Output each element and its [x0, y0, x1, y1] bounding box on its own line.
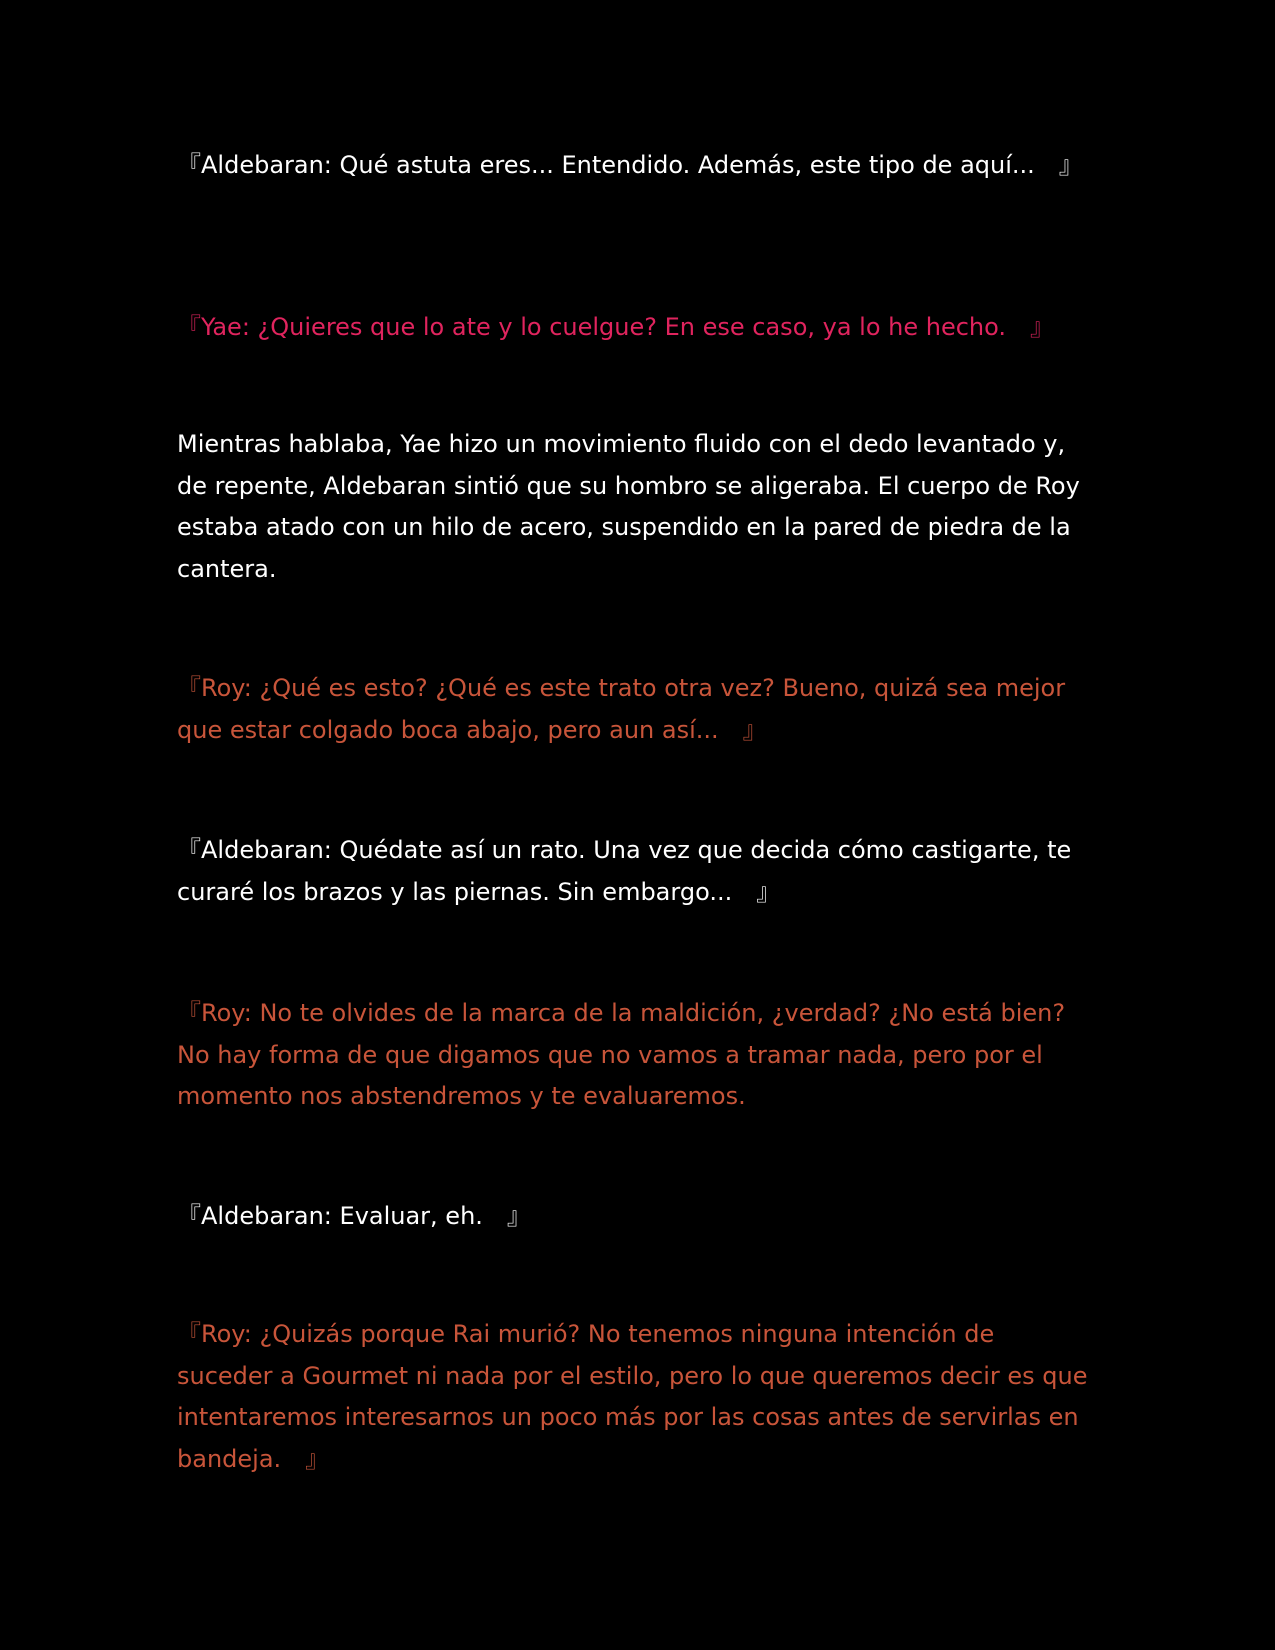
dialogue-roy-1: 『Roy: ¿Qué es esto? ¿Qué es este trato otra vez? Bueno, quizá sea mejor que estar colgado boca abajo, pero aun así... 』: [177, 674, 1066, 744]
dialogue-aldebaran-2: 『Aldebaran: Quédate así un rato. Una vez que decida cómo castigarte, te curaré los brazos y las piernas. Sin embargo... 』: [177, 836, 1072, 906]
dialogue-roy-3: 『Roy: ¿Quizás porque Rai murió? No tenemos ninguna intención de suceder a Gourmet ni nada por el estilo, pero lo que queremos decir es que intentaremos interesarnos un poco más por las cosas antes de servirlas en bandeja. 』: [177, 1320, 1088, 1473]
dialogue-roy-2: 『Roy: No te olvides de la marca de la maldición, ¿verdad? ¿No está bien? No hay forma de que digamos que no vamos a tramar nada, pero por el momento nos abstendremos y te evaluaremos.: [177, 999, 1066, 1110]
narration-paragraph: Mientras hablaba, Yae hizo un movimiento fluido con el dedo levantado y, de repente, Aldebaran sintió que su hombro se aligeraba. El cuerpo de Roy estaba atado con un hilo de acero, suspendido en la pared de piedra de la cantera.: [177, 430, 1080, 583]
dialogue-aldebaran-3: 『Aldebaran: Evaluar, eh. 』: [177, 1202, 531, 1230]
dialogue-aldebaran-1: 『Aldebaran: Qué astuta eres... Entendido. Además, este tipo de aquí... 』: [177, 151, 1083, 179]
dialogue-yae-1: 『Yae: ¿Quieres que lo ate y lo cuelgue? En ese caso, ya lo he hecho. 』: [177, 313, 1055, 341]
